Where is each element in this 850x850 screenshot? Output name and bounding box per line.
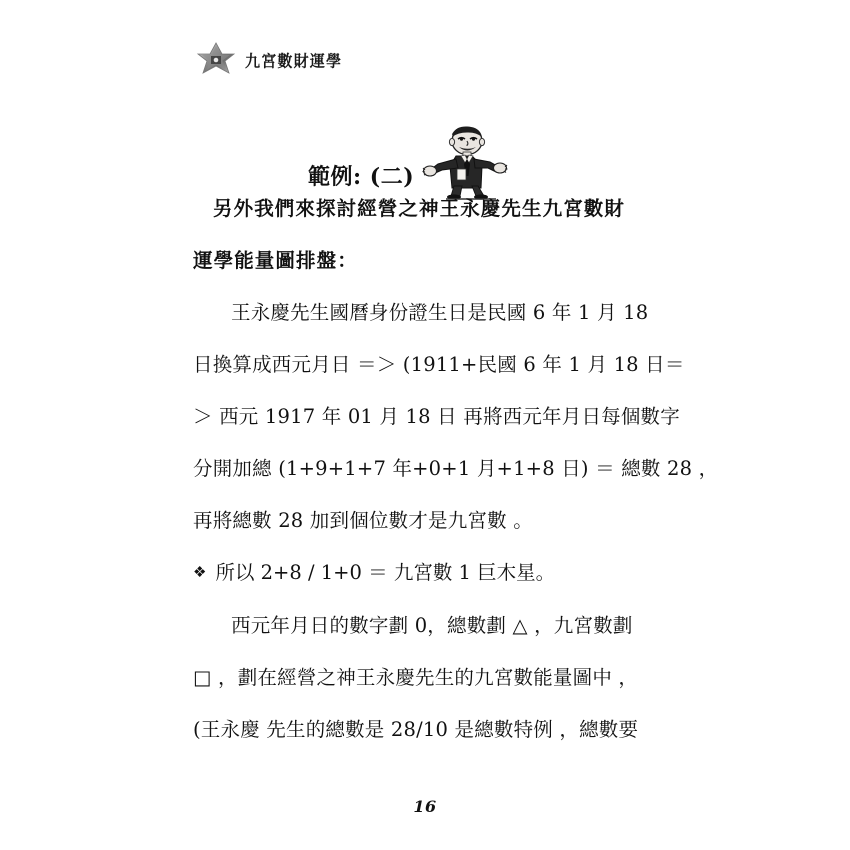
paragraph-line: 運學能量圖排盤： (193, 249, 358, 272)
paragraph-line: 分開加總 (1+9+1+7 年+0+1 月+1+8 日) ＝ 總數 28 ， (193, 457, 719, 480)
paragraph-line: 王永慶先生國曆身份證生日是民國 6 年 1 月 18 (231, 301, 649, 324)
paragraph-line: (王永慶 先生的總數是 28/10 是總數特例 ，總數要 (193, 718, 639, 741)
paragraph-line: 另外我們來探討經營之神王永慶先生九宮數財 (213, 197, 626, 220)
paragraph-line: 日換算成西元月日 ＝＞ (1911+民國 6 年 1 月 18 日＝ (193, 353, 685, 376)
body-text-block (193, 183, 719, 756)
bullet-list-item (193, 547, 665, 600)
paragraph-line: 再將總數 28 加到個位數才是九宮數 。 (193, 509, 533, 532)
bullet-item-text: 所以 2+8 / 1+0 ＝ 九宮數 1 巨木星。 (215, 561, 556, 584)
hexagram-star-icon (196, 41, 236, 79)
paragraph-line: ＞ 西元 1917 年 01 月 18 日 再將西元年月日每個數字 (193, 405, 680, 428)
example-label: 範例: (二) (308, 164, 415, 190)
paragraph-line: 西元年月日的數字劃 0，總數劃 △ ，九宮數劃 (231, 614, 633, 637)
running-header (196, 40, 342, 80)
header-title: 九宮數財運學 (245, 51, 343, 70)
paragraph-line: □ ，劃在經營之神王永慶先生的九宮數能量圖中 ， (193, 666, 639, 689)
diamond-bullet-icon: ❖ (193, 563, 207, 581)
page-number: 16 (413, 797, 437, 816)
